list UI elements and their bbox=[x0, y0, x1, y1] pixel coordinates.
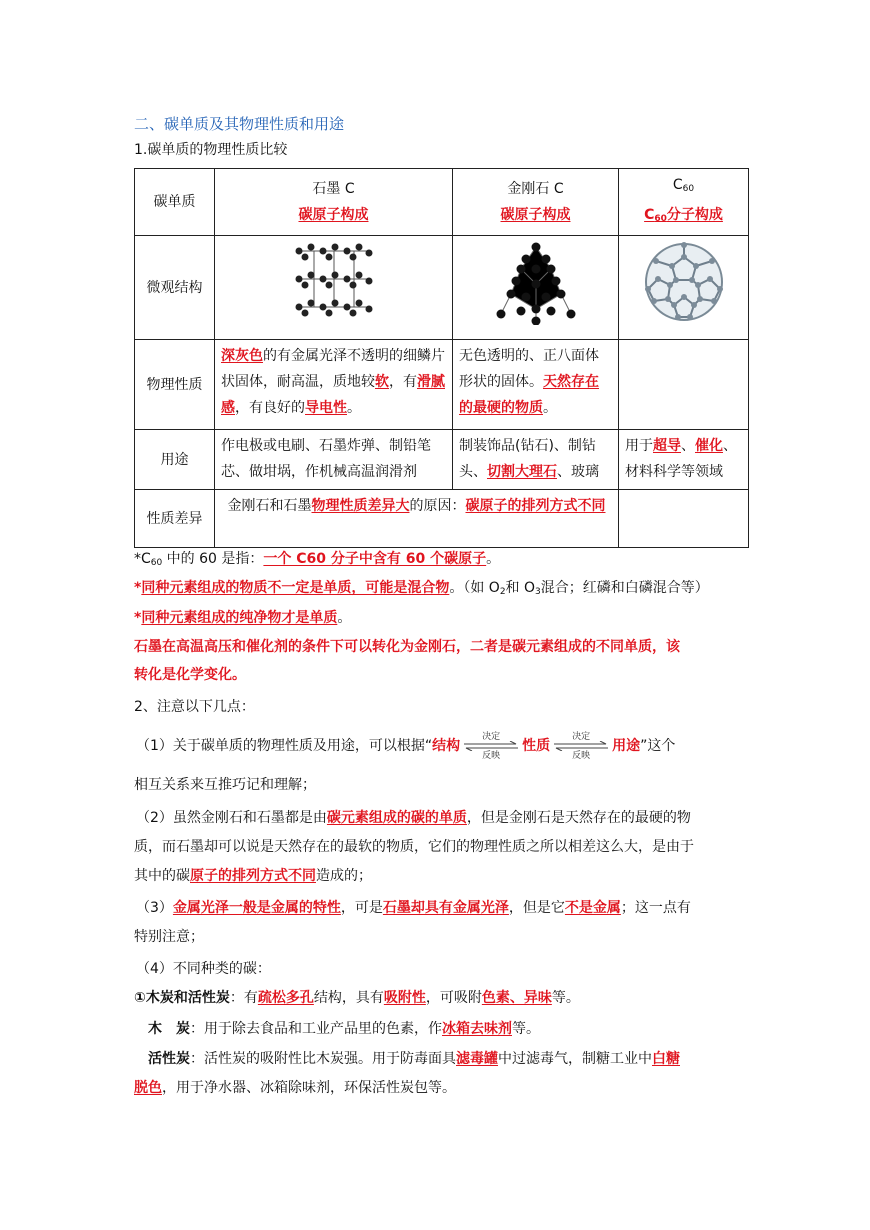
diamond-physical-properties: 无色透明的、正八面体形状的固体。天然存在的最硬的物质。 bbox=[453, 340, 619, 430]
note-pure-substance: *同种元素组成的纯净物才是单质。 bbox=[134, 610, 352, 626]
double-arrow-icon: 决定 反映 bbox=[552, 732, 610, 760]
point-2-line1: （2）虽然金刚石和石墨都是由碳元素组成的碳的单质，但是金刚石是天然存在的最硬的物 bbox=[136, 810, 691, 826]
subsection-title-1: 1.碳单质的物理性质比较 bbox=[134, 142, 288, 158]
row-property-difference: 性质差异 bbox=[135, 490, 215, 548]
activated-carbon-uses-line1: 活性炭：活性炭的吸附性比木炭强。用于防毒面具滤毒罐中过滤毒气，制糖工业中白糖 bbox=[148, 1051, 680, 1067]
header-graphite: 石墨 C 碳原子构成 bbox=[215, 169, 453, 236]
diamond-uses: 制装饰品(钻石)、制钻头、切割大理石、玻璃 bbox=[453, 430, 619, 490]
activated-carbon-uses-line2: 脱色，用于净水器、冰箱除味剂，环保活性炭包等。 bbox=[134, 1080, 456, 1096]
graphite-structure-image bbox=[215, 236, 453, 340]
row-micro-structure: 微观结构 bbox=[135, 236, 215, 340]
row-uses: 用途 bbox=[135, 430, 215, 490]
point-2-line3: 其中的碳原子的排列方式不同造成的； bbox=[134, 868, 372, 884]
note-same-element-mixture: *同种元素组成的物质不一定是单质，可能是混合物。（如 $O_2$和 $O_3$混合；红磷和白磷混合等） bbox=[134, 580, 709, 597]
note-graphite-to-diamond-line2: 转化是化学变化。 bbox=[134, 667, 246, 683]
point-1-line1: （1）关于碳单质的物理性质及用途，可以根据“结构 决定 反映 性质 决定 反映 用途”这个 bbox=[136, 732, 676, 761]
note-graphite-to-diamond-line1: 石墨在高温高压和催化剂的条件下可以转化为金刚石，二者是碳元素组成的不同单质，该 bbox=[134, 639, 680, 655]
property-difference-reason: 金刚石和石墨物理性质差异大的原因：碳原子的排列方式不同 bbox=[215, 490, 619, 548]
point-3-line2: 特别注意； bbox=[134, 929, 204, 945]
point-1-line2: 相互关系来互推巧记和理解； bbox=[134, 777, 316, 793]
header-carbon-substance: 碳单质 bbox=[135, 169, 215, 236]
subsection-title-2: 2、注意以下几点： bbox=[134, 699, 255, 715]
c60-physical-properties bbox=[619, 340, 749, 430]
row-physical-properties: 物理性质 bbox=[135, 340, 215, 430]
double-arrow-icon: 决定 反映 bbox=[462, 732, 520, 760]
diamond-lattice-icon bbox=[491, 239, 581, 325]
header-diamond: 金刚石 C 碳原子构成 bbox=[453, 169, 619, 236]
c60-uses: 用于超导、催化、材料科学等领域 bbox=[619, 430, 749, 490]
point-3-line1: （3）金属光泽一般是金属的特性，可是石墨却具有金属光泽，但是它不是金属；这一点有 bbox=[136, 900, 691, 916]
section-title: 二、碳单质及其物理性质和用途 bbox=[134, 115, 345, 133]
comparison-table bbox=[134, 168, 749, 548]
header-c60: $C_{60}$ $C_{60}$分子构成 bbox=[619, 169, 749, 236]
c60-structure-image bbox=[619, 236, 749, 340]
point-4-title: （4）不同种类的碳： bbox=[136, 961, 271, 977]
charcoal-activated-carbon: ①木炭和活性炭：有疏松多孔结构，具有吸附性，可吸附色素、异味等。 bbox=[134, 990, 580, 1006]
point-2-line2: 质，而石墨却可以说是天然存在的最软的物质，它们的物理性质之所以相差这么大，是由于 bbox=[134, 839, 694, 855]
c60-fullerene-icon bbox=[634, 239, 734, 325]
graphite-lattice-icon bbox=[289, 239, 379, 325]
property-difference-empty bbox=[619, 490, 749, 548]
diamond-structure-image bbox=[453, 236, 619, 340]
graphite-uses: 作电极或电刷、石墨炸弹、制铅笔芯、做坩埚，作机械高温润滑剂 bbox=[215, 430, 453, 490]
wood-charcoal-uses: 木 炭：用于除去食品和工业产品里的色素，作冰箱去味剂等。 bbox=[148, 1021, 540, 1037]
note-c60-meaning: $*C_{60}$ 中的 60 是指：一个 C60 分子中含有 60 个碳原子。 bbox=[134, 551, 501, 568]
graphite-physical-properties: 深灰色的有金属光泽不透明的细鳞片状固体，耐高温，质地较软，有滑腻感，有良好的导电性。 bbox=[215, 340, 453, 430]
